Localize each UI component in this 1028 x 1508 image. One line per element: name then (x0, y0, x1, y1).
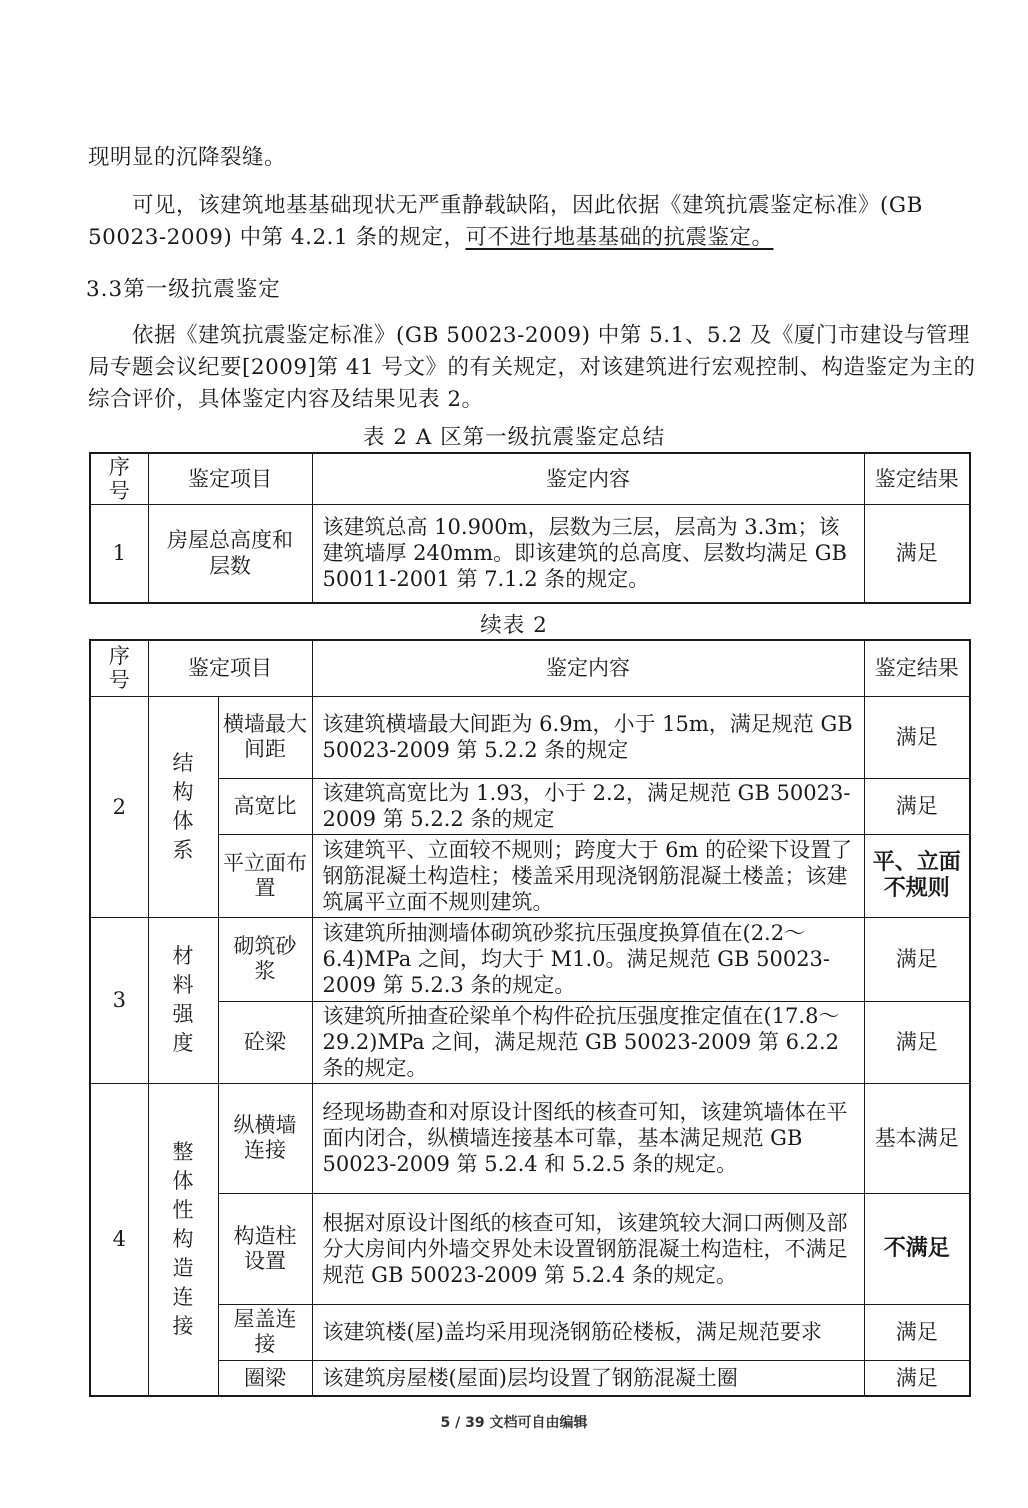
table-row (90, 504, 970, 603)
row-item: 房屋总高度和层数 (148, 504, 312, 603)
table-row (90, 696, 970, 778)
table-row (90, 834, 970, 917)
row-content: 该建筑房屋楼(屋面)层均设置了钢筋混凝土圈 (312, 1360, 864, 1396)
row-no: 1 (90, 504, 148, 603)
header-result: 鉴定结果 (864, 453, 970, 504)
header-item: 鉴定项目 (148, 640, 312, 696)
table-row (90, 1360, 970, 1396)
row-content: 该建筑楼(屋)盖均采用现浇钢筋砼楼板，满足规范要求 (312, 1304, 864, 1360)
row-result-highlight: 平、立面不规则 (864, 834, 970, 917)
table-row (90, 917, 970, 1001)
row-category: 整体性构造连接 (172, 1139, 194, 1338)
header-no: 序号 (108, 454, 130, 503)
row-category: 材料强度 (172, 944, 194, 1055)
row-result: 满足 (864, 504, 970, 603)
header-content: 鉴定内容 (312, 640, 864, 696)
row-no: 3 (90, 917, 148, 1083)
row-no: 4 (90, 1083, 148, 1396)
row-no: 2 (90, 696, 148, 917)
paragraph-foundation (88, 190, 978, 254)
row-content: 该建筑横墙最大间距为 6.9m，小于 15m，满足规范 GB 50023-2009 第 5.2.2 条的规定 (312, 696, 864, 778)
header-content: 鉴定内容 (312, 453, 864, 504)
table-row (90, 1304, 970, 1360)
row-content: 经现场勘查和对原设计图纸的核查可知，该建筑墙体在平面内闭合，纵横墙连接基本可靠，基本满足规范 GB 50023-2009 第 5.2.4 和 5.2.5 条的规定。 (312, 1083, 864, 1193)
header-result: 鉴定结果 (864, 640, 970, 696)
paragraph-intro: 现明显的沉降裂缝。 (88, 145, 287, 170)
table-row (90, 1193, 970, 1304)
continued-table (89, 639, 971, 1397)
table-row (90, 778, 970, 834)
row-content: 该建筑所抽查砼梁单个构件砼抗压强度推定值在(17.8～29.2)MPa 之间，满足规范 GB 50023-2009 第 6.2.2 条的规定。 (312, 1001, 864, 1083)
table2-caption: 续表 2 (480, 613, 548, 638)
page-footer: 5 / 39 文档可自由编辑 (440, 1415, 588, 1431)
paragraph-foundation-text: 可见，该建筑地基基础现状无严重静载缺陷，因此依据《建筑抗震鉴定标准》(GB 50023-2009) 中第 4.2.1 条的规定， (88, 193, 923, 250)
row-content: 该建筑高宽比为 1.93，小于 2.2，满足规范 GB 50023-2009 第 5.2.2 条的规定 (312, 778, 864, 834)
row-subitem: 圈梁 (218, 1360, 312, 1396)
header-item: 鉴定项目 (148, 453, 312, 504)
header-no: 序号 (108, 644, 130, 693)
underlined-conclusion: 可不进行地基基础的抗震鉴定。 (465, 225, 774, 250)
table-header-row (90, 453, 970, 504)
table1-caption: 表 2 A 区第一级抗震鉴定总结 (362, 425, 666, 450)
row-result: 满足 (864, 696, 970, 778)
table-header-row (90, 640, 970, 696)
row-result: 基本满足 (864, 1083, 970, 1193)
row-content: 根据对原设计图纸的核查可知，该建筑较大洞口两侧及部分大房间内外墙交界处未设置钢筋混凝土构造柱，不满足规范 GB 50023-2009 第 5.2.4 条的规定。 (312, 1193, 864, 1304)
table-row (90, 1001, 970, 1083)
row-result: 满足 (864, 1360, 970, 1396)
row-subitem: 屋盖连接 (218, 1304, 312, 1360)
row-subitem: 高宽比 (218, 778, 312, 834)
row-subitem: 构造柱设置 (218, 1193, 312, 1304)
row-subitem: 砼梁 (218, 1001, 312, 1083)
table-row (90, 1083, 970, 1193)
row-result: 满足 (864, 917, 970, 1001)
row-content: 该建筑总高 10.900m，层数为三层，层高为 3.3m；该建筑墙厚 240mm。即该建筑的总高度、层数均满足 GB 50011-2001 第 7.1.2 条的规定。 (312, 504, 864, 603)
row-subitem: 纵横墙连接 (218, 1083, 312, 1193)
row-subitem: 砌筑砂浆 (218, 917, 312, 1001)
row-result-highlight: 不满足 (864, 1193, 970, 1304)
row-subitem: 平立面布置 (218, 834, 312, 917)
row-result: 满足 (864, 1001, 970, 1083)
row-content: 该建筑平、立面较不规则；跨度大于 6m 的砼梁下设置了钢筋混凝土构造柱；楼盖采用现浇钢筋混凝土楼盖；该建筑属平立面不规则建筑。 (312, 834, 864, 917)
row-category: 结构体系 (172, 750, 194, 862)
section-heading: 3.3第一级抗震鉴定 (86, 277, 281, 302)
row-content: 该建筑所抽测墙体砌筑砂浆抗压强度换算值在(2.2～6.4)MPa 之间，均大于 M1.0。满足规范 GB 50023-2009 第 5.2.3 条的规定。 (312, 917, 864, 1001)
row-subitem: 横墙最大间距 (218, 696, 312, 778)
paragraph-basis: 依据《建筑抗震鉴定标准》(GB 50023-2009) 中第 5.1、5.2 及《厦门市建设与管理局专题会议纪要[2009]第 41 号文》的有关规定，对该建筑进行宏观控制、构造鉴定为主的综合评价，具体鉴定内容及结果见表 2。 (88, 323, 976, 412)
row-result: 满足 (864, 778, 970, 834)
summary-table (89, 452, 971, 604)
row-result: 满足 (864, 1304, 970, 1360)
